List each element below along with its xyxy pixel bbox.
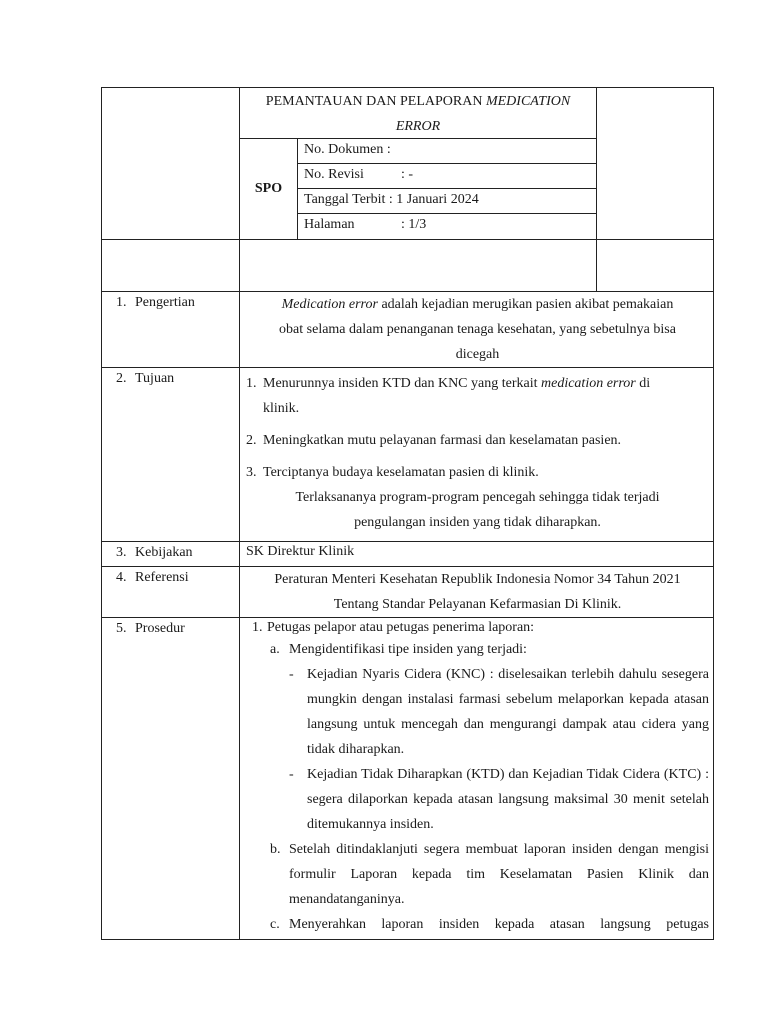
meta-row-page [298,214,596,239]
meta-sep: : 1/3 [401,217,427,232]
right-cell [596,88,715,239]
section-label [102,368,240,541]
blank-cell [240,240,596,291]
blank-cell [596,240,715,291]
section-number: 1. [116,295,127,310]
spo-label: SPO [240,139,298,239]
meta-value: 1 Januari 2024 [396,192,479,207]
meta-sep: : [383,142,391,157]
section-label [102,567,240,617]
section-label [102,292,240,367]
section-content [240,292,715,367]
definition-text: obat selama dalam penanganan tenaga kesehatan, yang sebetulnya bisa [279,322,676,337]
section-number: 5. [116,621,127,636]
dash-text: Kejadian Nyaris Cidera (KNC) : diselesaikan terlebih dahulu sesegera mungkin dengan instalasi farmasi sebelum melaporkan kepada atasan langsung untuk mencegah dan mengurangi dampak atau cidera yang tidak diharapkan. [307,667,709,757]
section-title: Prosedur [135,621,185,636]
meta-key: No. Dokumen [304,142,384,157]
meta-sep: : [385,192,397,207]
step-text: Petugas pelapor atau petugas penerima laporan: [267,620,535,635]
section-label [102,618,240,939]
list-number: 2. [246,433,257,448]
meta-key: Tanggal Terbit [304,192,386,207]
section-content [240,368,715,541]
meta-key: No. Revisi [304,167,364,182]
meta-row-issue-date [298,189,596,214]
title-italic-line2: ERROR [395,119,441,134]
section-number: 3. [116,545,127,560]
section-referensi [101,567,714,618]
list-italic: medication error [541,376,636,391]
dash-item [289,662,709,762]
section-title: Pengertian [135,295,195,310]
substep-text: Setelah ditindaklanjuti segera membuat laporan insiden dengan mengisi formulir Laporan kepada tim Keselamatan Pasien Klinik dan menandatanganinya. [289,842,709,907]
section-number: 4. [116,570,127,585]
substep-text: Mengidentifikasi tipe insiden yang terjadi: [289,642,527,657]
section-kebijakan [101,542,714,567]
spo-meta [298,139,596,239]
document-header [101,87,714,240]
list-number: 3. [246,465,257,480]
goal-list [246,371,709,485]
section-title: Tujuan [135,371,175,386]
meta-row-revision [298,164,596,189]
dash-item [289,762,709,837]
goal-extra-text: Terlaksananya program-program pencegah sehingga tidak terjadi [295,490,660,505]
meta-row-document-number [298,139,596,164]
header-center [240,88,596,239]
section-label [102,542,240,566]
title-italic: MEDICATION [485,94,571,109]
reference-text: Peraturan Menteri Kesehatan Republik Indonesia Nomor 34 Tahun 2021 [274,572,681,587]
list-text: Meningkatkan mutu pelayanan farmasi dan keselamatan pasien. [263,433,622,448]
substep-a [270,637,709,837]
substep-letter: a. [270,642,280,657]
substep-letter: b. [270,842,281,857]
substep-letter: c. [270,917,280,932]
substep-b [270,837,709,912]
title-text: PEMANTAUAN DAN PELAPORAN [265,94,486,109]
reference-text: Tentang Standar Pelayanan Kefarmasian Di Klinik. [333,597,622,612]
list-text: Terciptanya budaya keselamatan pasien di klinik. [263,465,539,480]
definition-text: adalah kejadian merugikan pasien akibat pemakaian [377,297,674,312]
substep-c [270,912,709,937]
section-tujuan [101,368,714,542]
section-title: Kebijakan [135,545,193,560]
list-item [246,428,709,453]
substep-text: Menyerahkan laporan insiden kepada atasan langsung petugas [289,917,709,932]
step-number: 1. [252,620,263,635]
procedure-step [252,618,709,637]
list-text: Menurunnya insiden KTD dan KNC yang terkait [263,376,541,391]
list-text: klinik. [263,401,300,416]
dash-bullet: - [289,667,294,682]
blank-cell [102,240,240,291]
dash-bullet: - [289,767,294,782]
signature-row [101,240,714,292]
goal-extra-text: pengulangan insiden yang tidak diharapkan. [354,515,601,530]
definition-text: dicegah [455,347,500,362]
list-text: di [635,376,651,391]
section-prosedur [101,618,714,940]
section-title: Referensi [135,570,189,585]
document-title [240,88,596,139]
term-italic: Medication error [281,297,378,312]
meta-key: Halaman [304,217,355,232]
meta-sep: : - [401,167,414,182]
logo-cell [102,88,240,239]
spo-block [240,139,596,239]
list-item [246,371,709,421]
section-content: SK Direktur Klinik [246,544,355,559]
section-content [240,567,715,617]
list-item [246,460,709,485]
section-number: 2. [116,371,127,386]
section-content [240,618,715,939]
section-pengertian [101,292,714,368]
list-number: 1. [246,376,257,391]
spo-document [101,87,714,940]
dash-text: Kejadian Tidak Diharapkan (KTD) dan Kejadian Tidak Cidera (KTC) : segera dilaporkan kepada atasan langsung maksimal 30 menit setelah ditemukannya insiden. [307,767,709,832]
